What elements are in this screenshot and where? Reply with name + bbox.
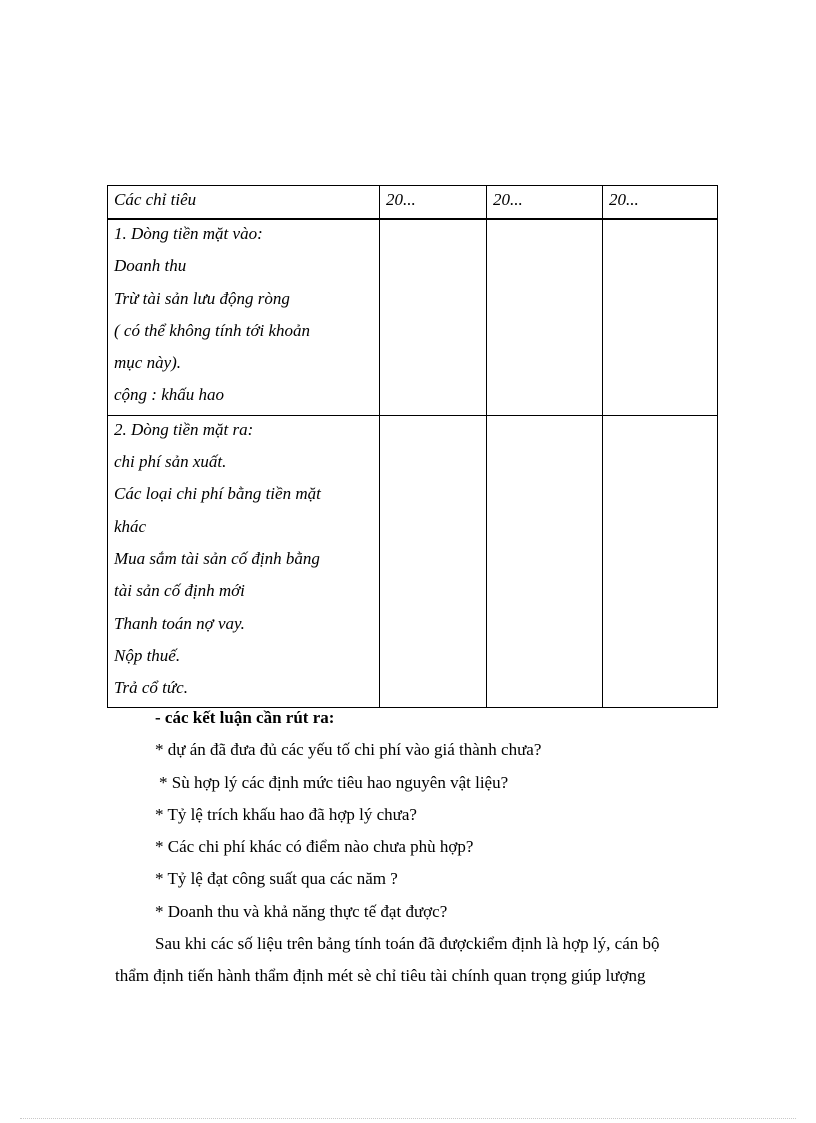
header-year-3: 20... — [603, 186, 718, 220]
cash-outflow-line: Mua sắm tài sản cố định bằng — [114, 548, 320, 568]
question-item: * Các chi phí khác có điểm nào chưa phù hợp? — [155, 837, 474, 857]
header-year-1: 20... — [380, 186, 487, 220]
cash-inflow-line: mục này). — [114, 353, 182, 373]
cash-outflow-cell — [108, 415, 380, 708]
cash-inflow-line: ( có thể không tính tới khoản — [114, 320, 311, 340]
cash-outflow-line: khác — [114, 516, 147, 536]
question-item: * dự án đã đưa đủ các yếu tố chi phí vào giá thành chưa? — [155, 740, 542, 760]
cash-outflow-line: Trả cổ tức. — [114, 678, 188, 698]
cash-outflow-line: chi phí sản xuất. — [114, 452, 227, 472]
empty-cell — [603, 219, 718, 415]
cash-inflow-line: Trừ tài sản lưu động ròng — [114, 288, 290, 308]
cash-inflow-line: cộng : khấu hao — [114, 385, 225, 405]
header-indicators: Các chỉ tiêu — [108, 186, 380, 220]
table-row-cash-outflow — [108, 415, 718, 708]
empty-cell — [487, 219, 603, 415]
question-item: * Doanh thu và khả năng thực tế đạt được? — [155, 901, 448, 921]
table-header-row — [108, 186, 718, 220]
cash-outflow-line: Các loại chi phí bằng tiền mặt — [114, 484, 321, 504]
cash-outflow-line: tài sản cố định mới — [114, 581, 245, 601]
cash-outflow-line: Nộp thuế. — [114, 645, 181, 665]
empty-cell — [380, 415, 487, 708]
header-year-2: 20... — [487, 186, 603, 220]
question-item: * Tỷ lệ trích khấu hao đã hợp lý chưa? — [155, 804, 417, 824]
conclusion-heading: - các kết luận cần rút ra: — [155, 708, 335, 727]
paragraph-line: Sau khi các số liệu trên bảng tính toán đã đượckiểm định là hợp lý, cán bộ — [155, 934, 660, 954]
cash-outflow-line: Thanh toán nợ vay. — [114, 613, 245, 633]
cash-flow-table — [107, 185, 718, 708]
cash-outflow-title: 2. Dòng tiền mặt ra: — [114, 419, 254, 439]
page-bottom-divider — [20, 1118, 796, 1119]
empty-cell — [603, 415, 718, 708]
body-text — [115, 704, 715, 995]
empty-cell — [487, 415, 603, 708]
cash-inflow-cell — [108, 219, 380, 415]
question-item: * Sù hợp lý các định mức tiêu hao nguyên vật liệu? — [159, 772, 509, 792]
paragraph-line: thẩm định tiến hành thẩm định mét sè chỉ tiêu tài chính quan trọng giúp lượng — [115, 966, 646, 986]
question-item: * Tỷ lệ đạt công suất qua các năm ? — [155, 869, 398, 889]
cash-inflow-title: 1. Dòng tiền mặt vào: — [114, 224, 263, 243]
table-row-cash-inflow — [108, 219, 718, 415]
empty-cell — [380, 219, 487, 415]
cash-inflow-line: Doanh thu — [114, 256, 187, 276]
